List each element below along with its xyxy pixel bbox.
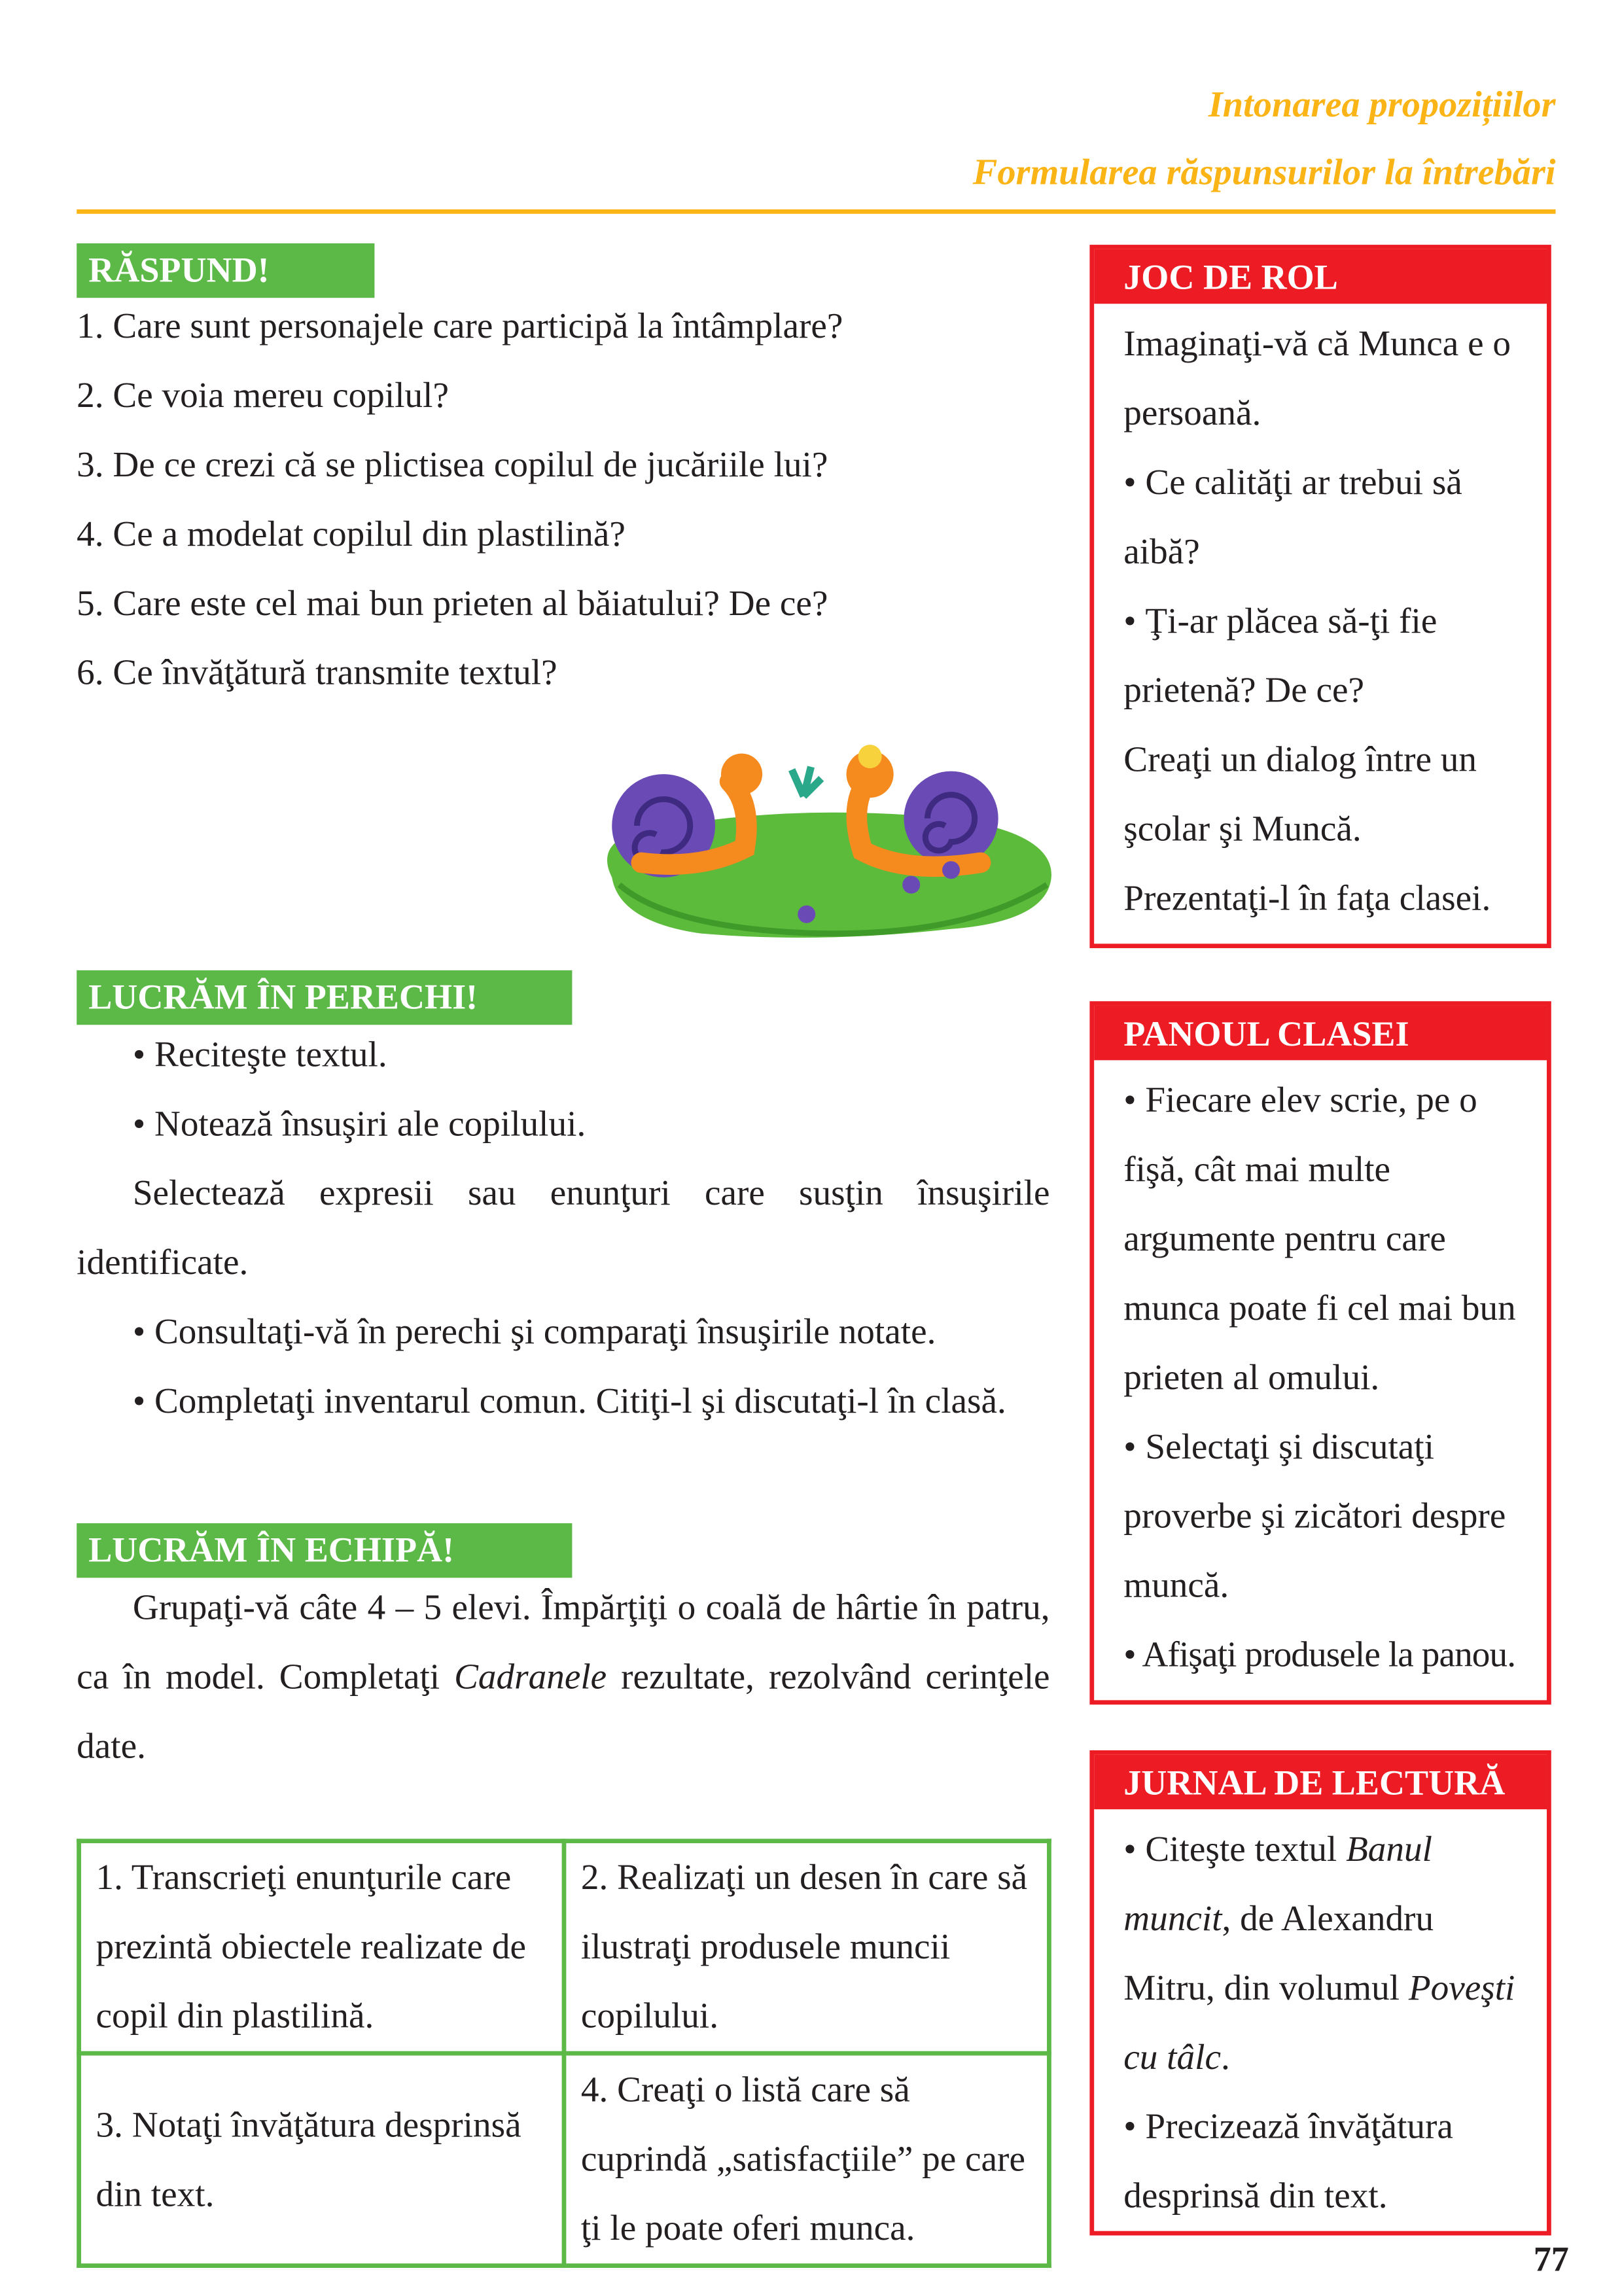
box-line: • Selectaţi şi discutaţi proverbe şi zicători despre muncă.: [1123, 1427, 1506, 1606]
box-title: JOC DE ROL: [1094, 249, 1547, 304]
box-line: [1123, 1815, 1532, 2093]
question: 1. Care sunt personajele care participă la întâmplare?: [77, 306, 843, 347]
box-line: Prezentaţi-l în faţa clasei.: [1123, 879, 1491, 919]
echipa-label: LUCRĂM ÎN ECHIPĂ!: [77, 1523, 572, 1578]
text: , de Alexandru Mitru, din volumul: [1123, 1899, 1434, 2009]
quadrant-cell: 2. Realizaţi un desen în care să ilustraţi produsele muncii copilului.: [564, 1841, 1049, 2054]
box-line: Imaginaţi-vă că Munca e o persoană.: [1123, 324, 1511, 434]
question: 5. Care este cel mai bun prieten al băiatului? De ce?: [77, 584, 828, 624]
question: 2. Ce voia mereu copilul?: [77, 376, 450, 416]
book-title: Banul muncit: [1123, 1829, 1432, 1939]
box-title: PANOUL CLASEI: [1094, 1006, 1547, 1060]
box-line: • Afişaţi produsele la panou.: [1123, 1635, 1516, 1676]
text: Grupaţi-vă câte 4 – 5 elevi. Împărţiţi o coală de hârtie în patru, ca în model. Completaţi: [77, 1588, 1050, 1697]
bullet: • Consultaţi-vă în perechi şi comparaţi însuşirile notate.: [132, 1312, 936, 1352]
perechi-label: LUCRĂM ÎN PERECHI!: [77, 970, 572, 1025]
box-line: • Ţi-ar plăcea să-ţi fie prietenă? De ce?: [1123, 601, 1437, 711]
clay-snails-illustration: [582, 715, 1061, 973]
bullet: • Completaţi inventarul comun. Citiţi-l şi discutaţi-l în clasă.: [132, 1381, 1006, 1422]
text-italic: Cadranele: [454, 1657, 607, 1697]
text: • Citeşte textul: [1123, 1829, 1347, 1870]
paragraph: Selectează expresii sau enunţuri care susţin însuşirile identificate.: [77, 1173, 1050, 1283]
panoul-clasei-box: [1089, 1001, 1551, 1704]
joc-de-rol-box: [1089, 245, 1551, 948]
text: .: [1220, 2038, 1230, 2078]
text: rezultate, rezolvând cerinţele date.: [77, 1657, 1050, 1767]
box-line: • Fiecare elev scrie, pe o fişă, cât mai multe argumente pentru care munca poate fi cel mai bun prieten al omului.: [1123, 1080, 1516, 1398]
box-line: • Ce calităţi ar trebui să aibă?: [1123, 463, 1462, 573]
quadrant-cell: 4. Creaţi o listă care să cuprindă „satisfacţiile” pe care ţi le poate oferi munca.: [564, 2053, 1049, 2266]
header-divider: [77, 209, 1555, 214]
header-topic-2: Formularea răspunsurilor la întrebări: [972, 153, 1556, 194]
box-line: Creaţi un dialog între un şcolar şi Muncă.: [1123, 740, 1477, 850]
question: 4. Ce a modelat copilul din plastilină?: [77, 514, 626, 555]
page-number: 77: [1533, 2241, 1569, 2280]
header-topic-1: Intonarea propozițiilor: [1208, 85, 1556, 126]
volume-title: Poveşti cu tâlc: [1123, 1968, 1515, 2078]
question: 6. Ce învăţătură transmite textul?: [77, 653, 557, 694]
box-line: • Precizează învăţătura desprinsă din text.: [1123, 2107, 1453, 2217]
bullet: • Notează însuşiri ale copilului.: [132, 1104, 586, 1144]
quadrant-cell: 1. Transcrieţi enunţurile care prezintă obiectele realizate de copil din plastilină.: [79, 1841, 564, 2054]
question: 3. De ce crezi că se plictisea copilul de jucăriile lui?: [77, 445, 828, 486]
quadrant-cell: 3. Notaţi învăţătura desprinsă din text.: [79, 2053, 564, 2266]
quadrant-table: [77, 1839, 1051, 2268]
echipa-paragraph: [77, 1574, 1049, 1782]
box-title: JURNAL DE LECTURĂ: [1094, 1755, 1547, 1809]
questions-list: [77, 292, 843, 708]
jurnal-de-lectura-box: [1089, 1750, 1551, 2235]
raspund-label: RĂSPUND!: [77, 243, 374, 298]
perechi-section: [77, 1020, 1049, 1436]
bullet: • Reciteşte textul.: [132, 1035, 387, 1075]
